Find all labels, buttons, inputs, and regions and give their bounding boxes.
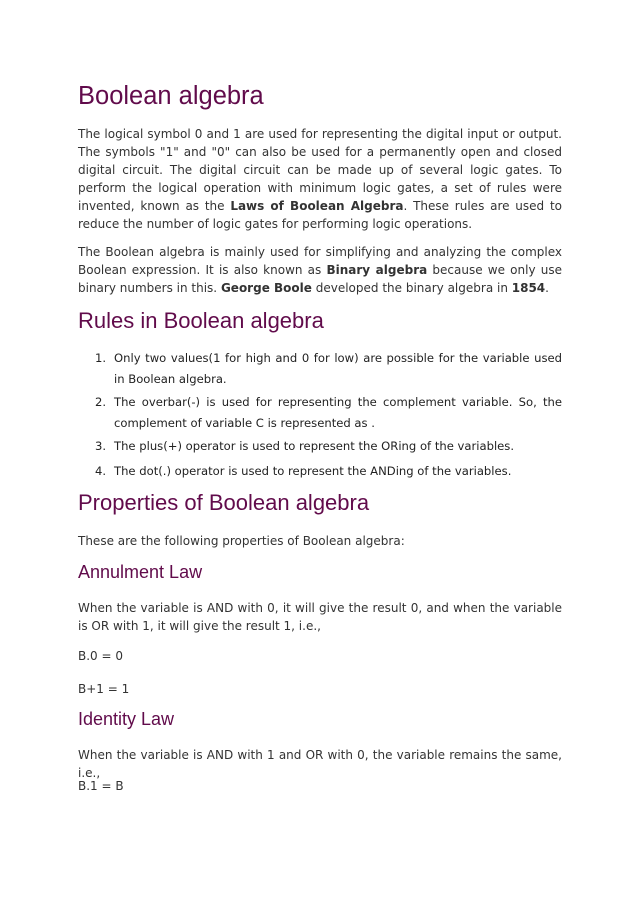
rules-heading: Rules in Boolean algebra	[78, 308, 324, 333]
rules-item-number: 3.	[95, 439, 107, 453]
rules-list-item	[78, 348, 562, 390]
page-title: Boolean algebra	[78, 82, 264, 110]
rules-list-item	[78, 436, 562, 457]
rules-item-text: The dot(.) operator is used to represent the ANDing of the variables.	[114, 464, 512, 478]
rules-item-text: Only two values(1 for high and 0 for low) are possible for the variable used in Boolean algebra.	[114, 351, 562, 386]
intro-p2-bold-2: George Boole	[220, 281, 312, 295]
properties-heading: Properties of Boolean algebra	[78, 490, 370, 515]
rules-list-item	[78, 461, 562, 482]
rules-list-item	[78, 392, 562, 434]
identity-law-heading: Identity Law	[78, 709, 175, 729]
intro-p1-text-a: The logical symbol 0 and 1 are used for representing the digital input or output. The symbols "1" and "0" can also be used for a permanently open and closed digital circuit. The digital circuit can be made up of several logic gates. To perform the logical operation with minimum logic gates, a set of rules were invented, known as the	[78, 127, 562, 213]
rules-item-number: 4.	[95, 464, 107, 478]
annulment-law-text: When the variable is AND with 0, it will give the result 0, and when the variable is OR with 1, it will give the result 1, i.e.,	[78, 601, 562, 633]
rules-item-number: 1.	[95, 351, 107, 365]
properties-intro: These are the following properties of Boolean algebra:	[78, 534, 405, 548]
intro-p2-bold-1: Binary algebra	[326, 263, 428, 277]
annulment-law-heading: Annulment Law	[78, 562, 203, 582]
identity-law-text: When the variable is AND with 1 and OR with 0, the variable remains the same, i.e.,	[78, 748, 562, 780]
rules-item-text: The plus(+) operator is used to represent the ORing of the variables.	[114, 439, 515, 453]
intro-p2-text-b: because we only use binary numbers in this.	[78, 263, 562, 295]
intro-p1-bold: Laws of Boolean Algebra	[230, 199, 404, 213]
annulment-formula-2: B+1 = 1	[78, 682, 130, 696]
identity-formula-1: B.1 = B	[78, 779, 124, 793]
rules-item-number: 2.	[95, 395, 107, 409]
intro-p1-text-b: . These rules are used to reduce the number of logic gates for performing logic operations.	[78, 199, 562, 231]
rules-list	[78, 348, 562, 482]
intro-p2-text-d: .	[545, 281, 549, 295]
intro-p2-bold-3: 1854	[511, 281, 546, 295]
intro-p2-text-a: The Boolean algebra is mainly used for simplifying and analyzing the complex Boolean expression. It is also known as	[78, 245, 562, 277]
intro-paragraph-1	[78, 125, 562, 233]
intro-paragraph-2	[78, 243, 562, 297]
rules-item-text: The overbar(-) is used for representing the complement variable. So, the complement of variable C is represented as .	[114, 395, 562, 430]
annulment-formula-1: B.0 = 0	[78, 649, 123, 663]
intro-p2-text-c: developed the binary algebra in	[311, 281, 512, 295]
